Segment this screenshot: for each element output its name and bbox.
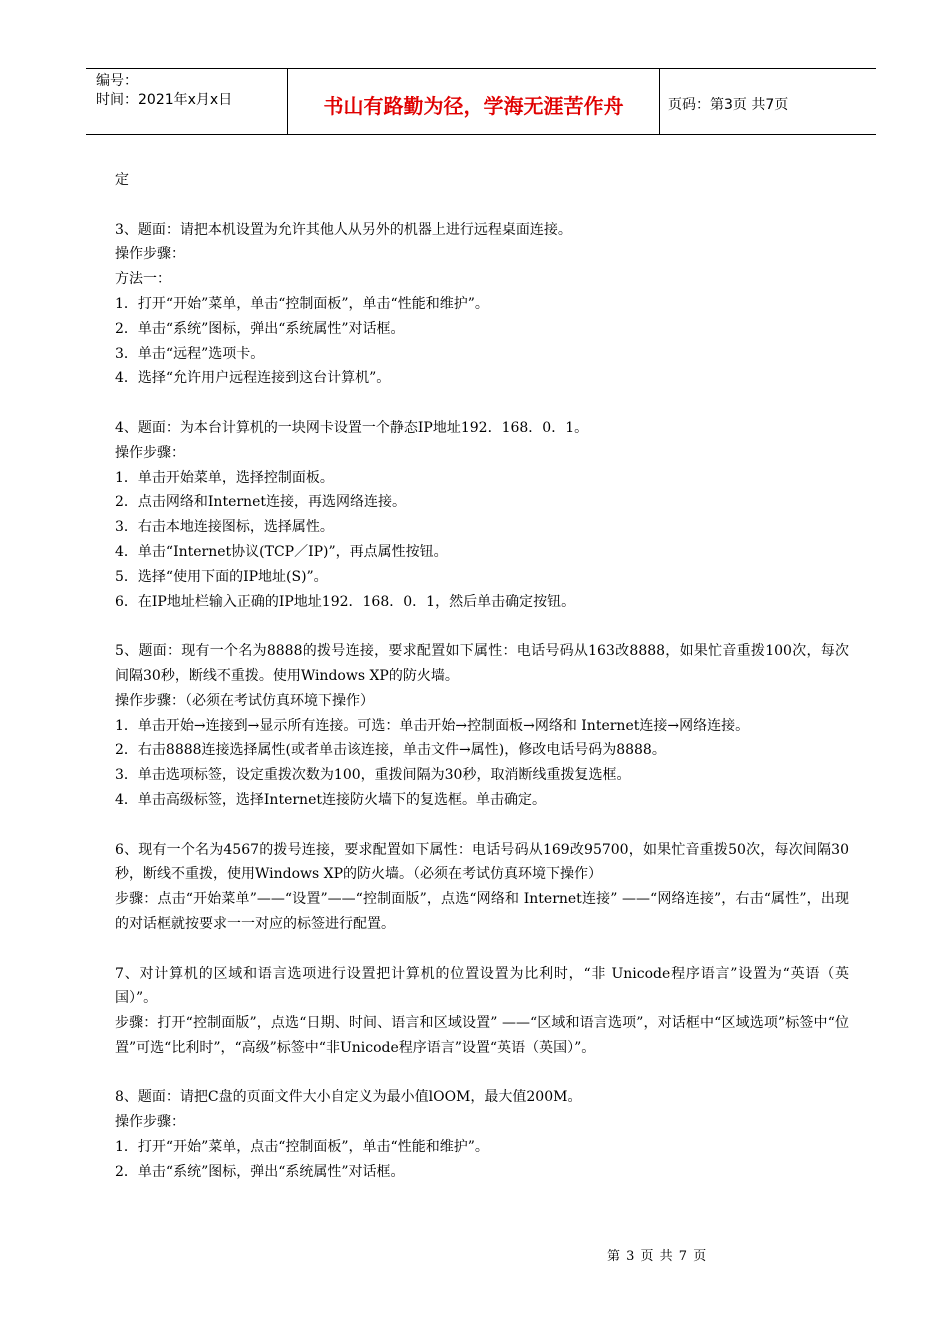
paragraph: 3．单击选项标签，设定重拨次数为100，重拨间隔为30秒，取消断线重拨复选框。 (115, 767, 631, 784)
paragraph: 2．点击网络和Internet连接，再选网络连接。 (115, 494, 406, 511)
paragraph: 6、现有一个名为4567的拨号连接，要求配置如下属性：电话号码从169改95700，如果忙音重拨50次，每次间隔30秒，断线不重拨，使用Windows XP的防火墙。（必须在考试仿真环境下操作） (115, 841, 849, 883)
paragraph: 操作步骤：（必须在考试仿真环境下操作） (115, 692, 374, 709)
paragraph: 定 (115, 172, 129, 188)
paragraph-spacer (115, 614, 849, 639)
paragraph: 4．单击“Internet协议(TCP／IP)”，再点属性按钮。 (115, 543, 448, 560)
paragraph: 5．选择“使用下面的IP地址(S)”。 (115, 568, 328, 585)
paragraph: 4、题面：为本台计算机的一块网卡设置一个静态IP地址192．168．0．1。 (115, 419, 589, 436)
paragraph: 5、题面：现有一个名为8888的拨号连接，要求配置如下属性：电话号码从163改8888，如果忙音重拨100次，每次间隔30秒，断线不重拨。使用Windows XP的防火墙。 (115, 643, 849, 684)
paragraph: 操作步骤： (115, 444, 185, 461)
paragraph-spacer (115, 937, 849, 962)
paragraph: 3、题面：请把本机设置为允许其他人从另外的机器上进行远程桌面连接。 (115, 221, 572, 238)
paragraph: 4．选择“允许用户远程连接到这台计算机”。 (115, 370, 391, 387)
paragraph: 方法一： (115, 271, 171, 288)
paragraph: 4．单击高级标签，选择Internet连接防火墙下的复选框。单击确定。 (115, 791, 546, 808)
page-header (86, 68, 876, 135)
paragraph: 1．单击开始→连接到→显示所有连接。可选：单击开始→控制面板→网络和 Internet连接→网络连接。 (115, 717, 750, 734)
paragraph: 2．单击“系统”图标，弹出“系统属性”对话框。 (115, 1163, 405, 1180)
paragraph: 1．单击开始菜单，选择控制面板。 (115, 469, 334, 486)
header-time: 时间：2021年x月x日 (96, 92, 233, 108)
page-footer: 第 3 页 共 7 页 (607, 1249, 708, 1264)
paragraph-spacer (115, 1061, 849, 1086)
header-page-number: 页码：第3页 共7页 (668, 96, 789, 113)
paragraph-spacer (115, 391, 849, 416)
paragraph: 2．单击“系统”图标，弹出“系统属性”对话框。 (115, 320, 405, 337)
paragraph: 2．右击8888连接选择属性(或者单击该连接，单击文件→属性)，修改电话号码为8888。 (115, 742, 666, 759)
paragraph: 操作步骤： (115, 1114, 185, 1131)
paragraph: 步骤：打开“控制面版”，点选“日期、时间、语言和区域设置” ——“区域和语言选项”，对话框中“区域选项”标签中“位置”可选“比利时”，“高级”标签中“非Unicode程序语言”设置“英语（英国）”。 (115, 1015, 849, 1056)
paragraph-spacer (115, 193, 849, 218)
paragraph: 7、对计算机的区域和语言选项进行设置把计算机的位置设置为比利时，“非 Unicode程序语言”设置为“英语（英国）”。 (115, 965, 849, 1007)
paragraph: 6．在IP地址栏输入正确的IP地址192．168．0．1，然后单击确定按钮。 (115, 593, 576, 610)
paragraph-spacer (115, 813, 849, 838)
paragraph: 步骤：点击“开始菜单”——“设置”——“控制面版”，点选“网络和 Internet连接” ——“网络连接”，右击“属性”，出现的对话框就按要求一一对应的标签进行配置。 (115, 891, 849, 932)
header-motto: 书山有路勤为径，学海无涯苦作舟 (288, 69, 660, 134)
paragraph: 3．单击“远程”选项卡。 (115, 345, 265, 362)
paragraph: 1．打开“开始”菜单，点击“控制面板”，单击“性能和维护”。 (115, 1139, 489, 1156)
document-body (115, 168, 849, 1185)
paragraph: 1．打开“开始”菜单，单击“控制面板”，单击“性能和维护”。 (115, 295, 489, 312)
header-meta (86, 69, 288, 134)
paragraph: 操作步骤： (115, 246, 185, 263)
paragraph: 3．右击本地连接图标，选择属性。 (115, 519, 334, 536)
header-number: 编号： (96, 73, 138, 89)
paragraph: 8、题面：请把C盘的页面文件大小自定义为最小值lOOM，最大值200M。 (115, 1089, 582, 1106)
